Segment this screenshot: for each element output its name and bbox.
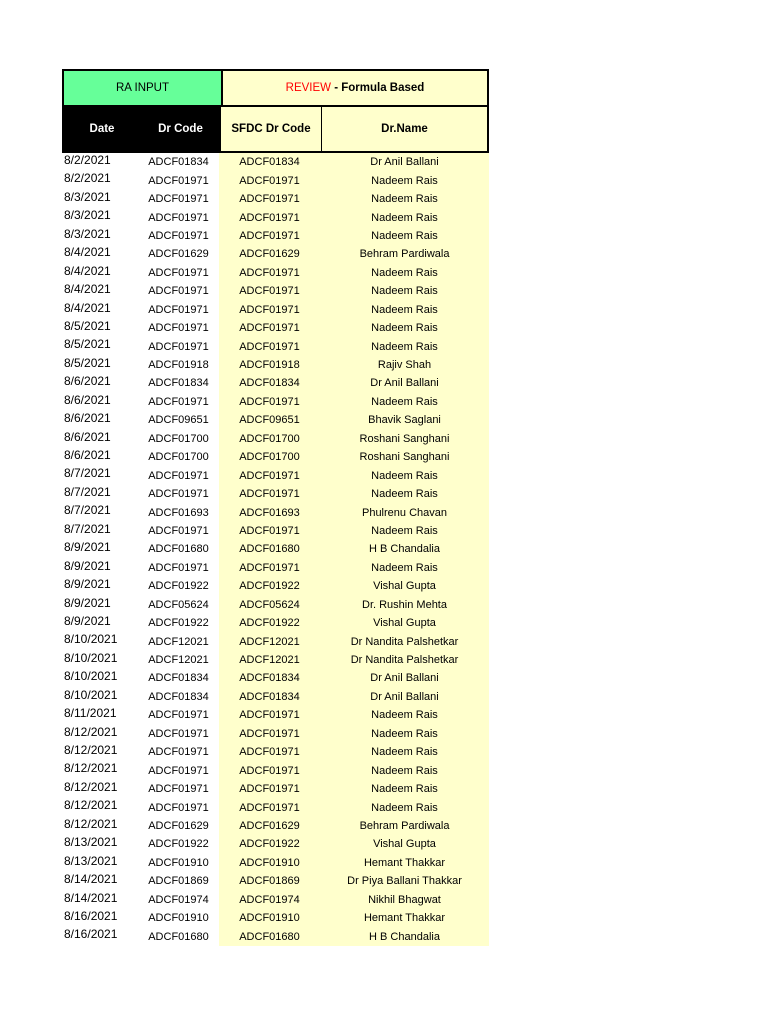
sfdc-code-cell[interactable]: ADCF01971 [219, 706, 320, 724]
table-row [62, 319, 489, 337]
review-label: REVIEW [285, 82, 332, 94]
date-cell[interactable]: 8/7/2021 [64, 466, 111, 481]
date-cell[interactable]: 8/4/2021 [64, 300, 111, 315]
dr-code-cell[interactable]: ADCF01971 [148, 727, 209, 740]
date-cell[interactable]: 8/14/2021 [64, 872, 118, 887]
dr-name-cell[interactable]: Nadeem Rais [320, 264, 489, 282]
dr-code-cell[interactable]: ADCF01974 [148, 893, 209, 906]
dr-code-cell[interactable]: ADCF01971 [148, 783, 209, 796]
dr-name-cell[interactable]: Dr Anil Ballani [320, 688, 489, 706]
column-header-sfdc-dr-code[interactable]: SFDC Dr Code [221, 107, 322, 151]
sfdc-code-cell[interactable]: ADCF01910 [219, 854, 320, 872]
dr-code-cell[interactable]: ADCF01922 [148, 617, 209, 630]
date-cell[interactable]: 8/9/2021 [64, 613, 111, 628]
dr-code-cell[interactable]: ADCF01971 [148, 285, 209, 298]
date-cell[interactable]: 8/2/2021 [64, 171, 111, 186]
date-cell[interactable]: 8/7/2021 [64, 484, 111, 499]
dr-name-cell[interactable]: Nadeem Rais [320, 393, 489, 411]
date-cell[interactable]: 8/16/2021 [64, 908, 118, 923]
date-cell[interactable]: 8/7/2021 [64, 503, 111, 518]
date-cell[interactable]: 8/12/2021 [64, 798, 118, 813]
date-cell[interactable]: 8/7/2021 [64, 521, 111, 536]
sfdc-code-cell[interactable]: ADCF01971 [219, 559, 320, 577]
dr-code-cell[interactable]: ADCF01971 [148, 395, 209, 408]
date-cell[interactable]: 8/13/2021 [64, 853, 118, 868]
dr-code-cell[interactable]: ADCF01971 [148, 709, 209, 722]
dr-code-cell[interactable]: ADCF01971 [148, 303, 209, 316]
dr-code-cell[interactable]: ADCF01680 [148, 930, 209, 943]
sfdc-code-cell[interactable]: ADCF01922 [219, 577, 320, 595]
table-row [62, 411, 489, 429]
formula-based-label: - Formula Based [331, 82, 425, 94]
table-row [62, 651, 489, 669]
table-row [62, 688, 489, 706]
dr-name-cell[interactable]: Nadeem Rais [320, 780, 489, 798]
sfdc-code-cell[interactable]: ADCF01629 [219, 817, 320, 835]
sfdc-code-cell[interactable]: ADCF01629 [219, 245, 320, 263]
sfdc-code-cell[interactable]: ADCF01971 [219, 761, 320, 779]
date-cell[interactable]: 8/16/2021 [64, 927, 118, 942]
table-row [62, 245, 489, 263]
table-body [62, 153, 489, 946]
dr-code-cell[interactable]: ADCF01629 [148, 819, 209, 832]
table-row [62, 208, 489, 226]
dr-name-cell[interactable]: Nadeem Rais [320, 559, 489, 577]
dr-code-cell[interactable]: ADCF01971 [148, 524, 209, 537]
table-row [62, 374, 489, 392]
dr-code-cell[interactable]: ADCF01869 [148, 875, 209, 888]
dr-code-cell[interactable]: ADCF01971 [148, 488, 209, 501]
sfdc-code-cell[interactable]: ADCF01971 [219, 208, 320, 226]
dr-code-cell[interactable]: ADCF01834 [148, 672, 209, 685]
dr-name-cell[interactable]: Rajiv Shah [320, 356, 489, 374]
dr-name-cell[interactable]: H B Chandalia [320, 927, 489, 945]
dr-code-cell[interactable]: ADCF01629 [148, 248, 209, 261]
table-row [62, 485, 489, 503]
table-row [62, 725, 489, 743]
sfdc-code-cell[interactable]: ADCF01700 [219, 430, 320, 448]
column-header-dr-name[interactable]: Dr.Name [322, 107, 487, 151]
table-row [62, 669, 489, 687]
date-cell[interactable]: 8/9/2021 [64, 540, 111, 555]
date-cell[interactable]: 8/9/2021 [64, 595, 111, 610]
table-row [62, 393, 489, 411]
sfdc-code-cell[interactable]: ADCF01834 [219, 153, 320, 171]
date-cell[interactable]: 8/12/2021 [64, 816, 118, 831]
sfdc-code-cell[interactable]: ADCF01869 [219, 872, 320, 890]
dr-name-cell[interactable]: Dr Nandita Palshetkar [320, 651, 489, 669]
date-cell[interactable]: 8/6/2021 [64, 429, 111, 444]
sfdc-code-cell[interactable]: ADCF01700 [219, 448, 320, 466]
dr-name-cell[interactable]: Dr Anil Ballani [320, 374, 489, 392]
table-row [62, 540, 489, 558]
dr-name-cell[interactable]: Vishal Gupta [320, 835, 489, 853]
table-row [62, 466, 489, 484]
ra-input-label: RA INPUT [115, 82, 170, 94]
dr-name-cell[interactable]: Behram Pardiwala [320, 245, 489, 263]
date-cell[interactable]: 8/5/2021 [64, 355, 111, 370]
sfdc-code-cell[interactable]: ADCF01974 [219, 891, 320, 909]
date-cell[interactable]: 8/10/2021 [64, 669, 118, 684]
header-group-row [62, 69, 489, 107]
dr-name-cell[interactable]: Nadeem Rais [320, 706, 489, 724]
dr-code-cell[interactable]: ADCF01922 [148, 838, 209, 851]
dr-name-cell[interactable]: Nadeem Rais [320, 282, 489, 300]
table-row [62, 706, 489, 724]
sfdc-code-cell[interactable]: ADCF01971 [219, 466, 320, 484]
dr-code-cell[interactable]: ADCF01700 [148, 451, 209, 464]
sfdc-code-cell[interactable]: ADCF01834 [219, 374, 320, 392]
date-cell[interactable]: 8/4/2021 [64, 282, 111, 297]
table-row [62, 761, 489, 779]
dr-name-cell[interactable]: Nadeem Rais [320, 522, 489, 540]
table-row [62, 632, 489, 650]
sfdc-code-cell[interactable]: ADCF01971 [219, 393, 320, 411]
date-cell[interactable]: 8/10/2021 [64, 687, 118, 702]
sfdc-code-cell[interactable]: ADCF01680 [219, 540, 320, 558]
table-row [62, 817, 489, 835]
date-cell[interactable]: 8/9/2021 [64, 558, 111, 573]
sfdc-code-cell[interactable]: ADCF01971 [219, 780, 320, 798]
dr-code-cell[interactable]: ADCF01971 [148, 229, 209, 242]
dr-code-cell[interactable]: ADCF01971 [148, 469, 209, 482]
dr-code-cell[interactable]: ADCF01700 [148, 432, 209, 445]
date-cell[interactable]: 8/4/2021 [64, 263, 111, 278]
dr-code-cell[interactable]: ADCF01971 [148, 322, 209, 335]
dr-code-cell[interactable]: ADCF01834 [148, 690, 209, 703]
table-row [62, 282, 489, 300]
column-header-row [62, 107, 489, 153]
dr-name-cell[interactable]: Nadeem Rais [320, 227, 489, 245]
sfdc-code-cell[interactable]: ADCF01971 [219, 319, 320, 337]
dr-code-cell[interactable]: ADCF01693 [148, 506, 209, 519]
dr-code-cell[interactable]: ADCF05624 [148, 598, 209, 611]
dr-name-cell[interactable]: Nadeem Rais [320, 761, 489, 779]
dr-code-cell[interactable]: ADCF01971 [148, 211, 209, 224]
sfdc-code-cell[interactable]: ADCF01910 [219, 909, 320, 927]
sfdc-code-cell[interactable]: ADCF01834 [219, 688, 320, 706]
sfdc-code-cell[interactable]: ADCF01918 [219, 356, 320, 374]
dr-name-cell[interactable]: Nadeem Rais [320, 337, 489, 355]
dr-name-cell[interactable]: Nadeem Rais [320, 743, 489, 761]
dr-code-cell[interactable]: ADCF01971 [148, 801, 209, 814]
dr-name-cell[interactable]: H B Chandalia [320, 540, 489, 558]
dr-code-cell[interactable]: ADCF01971 [148, 266, 209, 279]
dr-code-cell[interactable]: ADCF01910 [148, 856, 209, 869]
table-row [62, 522, 489, 540]
dr-name-cell[interactable]: Vishal Gupta [320, 614, 489, 632]
dr-name-cell[interactable]: Dr Piya Ballani Thakkar [320, 872, 489, 890]
sfdc-code-cell[interactable]: ADCF01834 [219, 669, 320, 687]
table-row [62, 559, 489, 577]
sfdc-code-cell[interactable]: ADCF09651 [219, 411, 320, 429]
date-cell[interactable]: 8/12/2021 [64, 724, 118, 739]
date-cell[interactable]: 8/10/2021 [64, 632, 118, 647]
dr-name-cell[interactable]: Roshani Sanghani [320, 430, 489, 448]
dr-name-cell[interactable]: Dr Anil Ballani [320, 153, 489, 171]
table-row [62, 872, 489, 890]
sfdc-code-cell[interactable]: ADCF01922 [219, 614, 320, 632]
dr-code-cell[interactable]: ADCF01971 [148, 561, 209, 574]
table-row [62, 854, 489, 872]
table-row [62, 264, 489, 282]
dr-code-cell[interactable]: ADCF01834 [148, 156, 209, 169]
sfdc-code-cell[interactable]: ADCF12021 [219, 651, 320, 669]
dr-code-cell[interactable]: ADCF01971 [148, 193, 209, 206]
dr-name-cell[interactable]: Nadeem Rais [320, 798, 489, 816]
dr-name-cell[interactable]: Behram Pardiwala [320, 817, 489, 835]
sfdc-code-cell[interactable]: ADCF01971 [219, 227, 320, 245]
column-header-dr-code[interactable]: Dr Code [140, 107, 221, 151]
review-header [223, 71, 487, 105]
dr-code-cell[interactable]: ADCF01834 [148, 377, 209, 390]
dr-name-cell[interactable]: Nikhil Bhagwat [320, 891, 489, 909]
dr-name-cell[interactable]: Hemant Thakkar [320, 854, 489, 872]
dr-name-cell[interactable]: Vishal Gupta [320, 577, 489, 595]
dr-name-cell[interactable]: Roshani Sanghani [320, 448, 489, 466]
dr-name-cell[interactable]: Nadeem Rais [320, 319, 489, 337]
dr-name-cell[interactable]: Dr Nandita Palshetkar [320, 632, 489, 650]
date-cell[interactable]: 8/14/2021 [64, 890, 118, 905]
date-cell[interactable]: 8/12/2021 [64, 761, 118, 776]
table-row [62, 909, 489, 927]
date-cell[interactable]: 8/10/2021 [64, 650, 118, 665]
date-cell[interactable]: 8/3/2021 [64, 189, 111, 204]
date-cell[interactable]: 8/5/2021 [64, 318, 111, 333]
table-row [62, 614, 489, 632]
sfdc-code-cell[interactable]: ADCF01971 [219, 171, 320, 189]
dr-code-cell[interactable]: ADCF01922 [148, 580, 209, 593]
date-cell[interactable]: 8/11/2021 [64, 706, 117, 721]
table-row [62, 835, 489, 853]
date-cell[interactable]: 8/4/2021 [64, 245, 111, 260]
sfdc-code-cell[interactable]: ADCF01971 [219, 522, 320, 540]
sfdc-code-cell[interactable]: ADCF01693 [219, 503, 320, 521]
sfdc-code-cell[interactable]: ADCF01971 [219, 485, 320, 503]
dr-code-cell[interactable]: ADCF12021 [148, 654, 209, 667]
sfdc-code-cell[interactable]: ADCF01971 [219, 264, 320, 282]
date-cell[interactable]: 8/12/2021 [64, 779, 118, 794]
table-row [62, 503, 489, 521]
column-header-date[interactable]: Date [64, 107, 140, 151]
dr-code-cell[interactable]: ADCF01918 [148, 359, 209, 372]
sfdc-code-cell[interactable]: ADCF01971 [219, 301, 320, 319]
date-cell[interactable]: 8/3/2021 [64, 208, 111, 223]
table-row [62, 430, 489, 448]
date-cell[interactable]: 8/6/2021 [64, 411, 111, 426]
table-row [62, 356, 489, 374]
dr-name-cell[interactable]: Nadeem Rais [320, 301, 489, 319]
sfdc-code-cell[interactable]: ADCF01971 [219, 190, 320, 208]
dr-name-cell[interactable]: Hemant Thakkar [320, 909, 489, 927]
table-row [62, 891, 489, 909]
table-row [62, 577, 489, 595]
dr-code-cell[interactable]: ADCF12021 [148, 635, 209, 648]
date-cell[interactable]: 8/9/2021 [64, 577, 111, 592]
table-row [62, 927, 489, 945]
sfdc-code-cell[interactable]: ADCF01971 [219, 282, 320, 300]
dr-name-cell[interactable]: Dr. Rushin Mehta [320, 596, 489, 614]
spreadsheet-table [62, 69, 489, 946]
sfdc-code-cell[interactable]: ADCF01680 [219, 927, 320, 945]
dr-code-cell[interactable]: ADCF01971 [148, 174, 209, 187]
dr-code-cell[interactable]: ADCF09651 [148, 414, 209, 427]
table-row [62, 743, 489, 761]
dr-code-cell[interactable]: ADCF01971 [148, 764, 209, 777]
dr-code-cell[interactable]: ADCF01971 [148, 746, 209, 759]
table-row [62, 448, 489, 466]
date-cell[interactable]: 8/2/2021 [64, 153, 111, 167]
dr-name-cell[interactable]: Dr Anil Ballani [320, 669, 489, 687]
table-row [62, 153, 489, 171]
dr-code-cell[interactable]: ADCF01910 [148, 912, 209, 925]
dr-name-cell[interactable]: Nadeem Rais [320, 485, 489, 503]
date-cell[interactable]: 8/6/2021 [64, 448, 111, 462]
table-row [62, 301, 489, 319]
sfdc-code-cell[interactable]: ADCF01971 [219, 743, 320, 761]
dr-code-cell[interactable]: ADCF01971 [148, 340, 209, 353]
sfdc-code-cell[interactable]: ADCF01971 [219, 337, 320, 355]
table-row [62, 780, 489, 798]
date-cell[interactable]: 8/12/2021 [64, 743, 118, 757]
dr-name-cell[interactable]: Nadeem Rais [320, 171, 489, 189]
date-cell[interactable]: 8/6/2021 [64, 392, 111, 407]
table-row [62, 337, 489, 355]
sfdc-code-cell[interactable]: ADCF01971 [219, 725, 320, 743]
date-cell[interactable]: 8/5/2021 [64, 337, 111, 352]
dr-name-cell[interactable]: Bhavik Saglani [320, 411, 489, 429]
dr-name-cell[interactable]: Nadeem Rais [320, 466, 489, 484]
table-row [62, 171, 489, 189]
sfdc-code-cell[interactable]: ADCF01922 [219, 835, 320, 853]
sfdc-code-cell[interactable]: ADCF05624 [219, 596, 320, 614]
dr-name-cell[interactable]: Phulrenu Chavan [320, 503, 489, 521]
table-row [62, 798, 489, 816]
date-cell[interactable]: 8/6/2021 [64, 374, 111, 389]
table-row [62, 190, 489, 208]
date-cell[interactable]: 8/3/2021 [64, 226, 111, 241]
table-row [62, 596, 489, 614]
ra-input-header [64, 71, 223, 105]
dr-code-cell[interactable]: ADCF01680 [148, 543, 209, 556]
dr-name-cell[interactable]: Nadeem Rais [320, 725, 489, 743]
table-row [62, 227, 489, 245]
sfdc-code-cell[interactable]: ADCF12021 [219, 632, 320, 650]
dr-name-cell[interactable]: Nadeem Rais [320, 190, 489, 208]
date-cell[interactable]: 8/13/2021 [64, 835, 118, 850]
sfdc-code-cell[interactable]: ADCF01971 [219, 798, 320, 816]
dr-name-cell[interactable]: Nadeem Rais [320, 208, 489, 226]
